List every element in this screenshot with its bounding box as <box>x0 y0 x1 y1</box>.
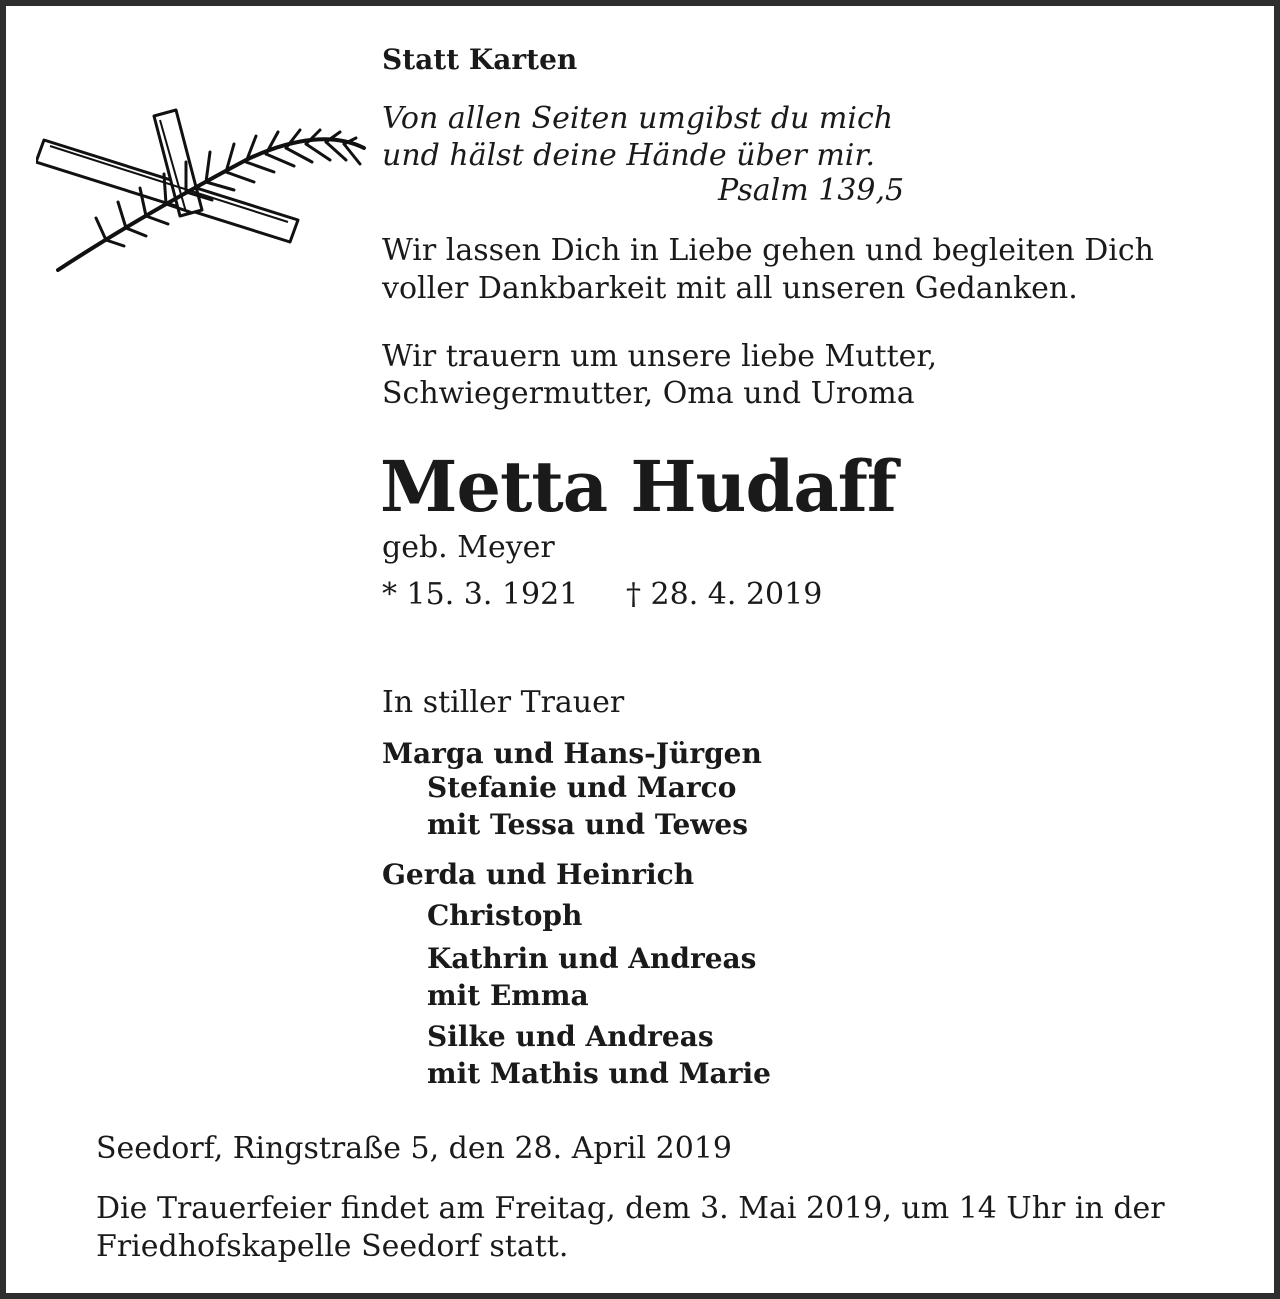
service-line-1: Die Trauerfeier findet am Freitag, dem 3. Mai 2019, um 14 Uhr in der <box>96 1191 1165 1226</box>
mourning-line-1: Wir trauern um unsere liebe Mutter, <box>382 339 937 374</box>
cross-with-palm-frond-icon <box>36 102 376 277</box>
mourner-group-2-head: Gerda und Heinrich <box>382 858 695 891</box>
service-line-2: Friedhofskapelle Seedorf statt. <box>96 1229 569 1264</box>
mourner-group-2-member: mit Emma <box>427 979 589 1012</box>
mourners-intro: In stiller Trauer <box>382 685 625 720</box>
mourner-group-2-member: mit Mathis und Marie <box>427 1057 771 1090</box>
deceased-name: Metta Hudaff <box>380 445 896 528</box>
mourner-group-2-member: Christoph <box>427 899 583 932</box>
mourner-group-1-head: Marga und Hans-Jürgen <box>382 737 762 770</box>
mourner-group-2-member: Kathrin und Andreas <box>427 942 757 975</box>
statt-karten-label: Statt Karten <box>382 43 578 76</box>
mourner-group-1-member: Stefanie und Marco <box>427 771 737 804</box>
maiden-name: geb. Meyer <box>382 530 555 565</box>
death-date: † 28. 4. 2019 <box>626 577 823 612</box>
verse-line-1: Von allen Seiten umgibst du mich <box>382 101 894 136</box>
intro-line-2: voller Dankbarkeit mit all unseren Gedanken. <box>382 271 1078 306</box>
mourning-line-2: Schwiegermutter, Oma und Uroma <box>382 376 915 411</box>
place-and-date: Seedorf, Ringstraße 5, den 28. April 2019 <box>96 1131 732 1166</box>
intro-line-1: Wir lassen Dich in Liebe gehen und begleiten Dich <box>382 233 1155 268</box>
verse-source: Psalm 139,5 <box>718 173 905 208</box>
mourner-group-1-member: mit Tessa und Tewes <box>427 808 748 841</box>
birth-date: * 15. 3. 1921 <box>382 577 579 612</box>
verse-line-2: und hälst deine Hände über mir. <box>382 138 875 173</box>
mourner-group-2-member: Silke und Andreas <box>427 1020 714 1053</box>
